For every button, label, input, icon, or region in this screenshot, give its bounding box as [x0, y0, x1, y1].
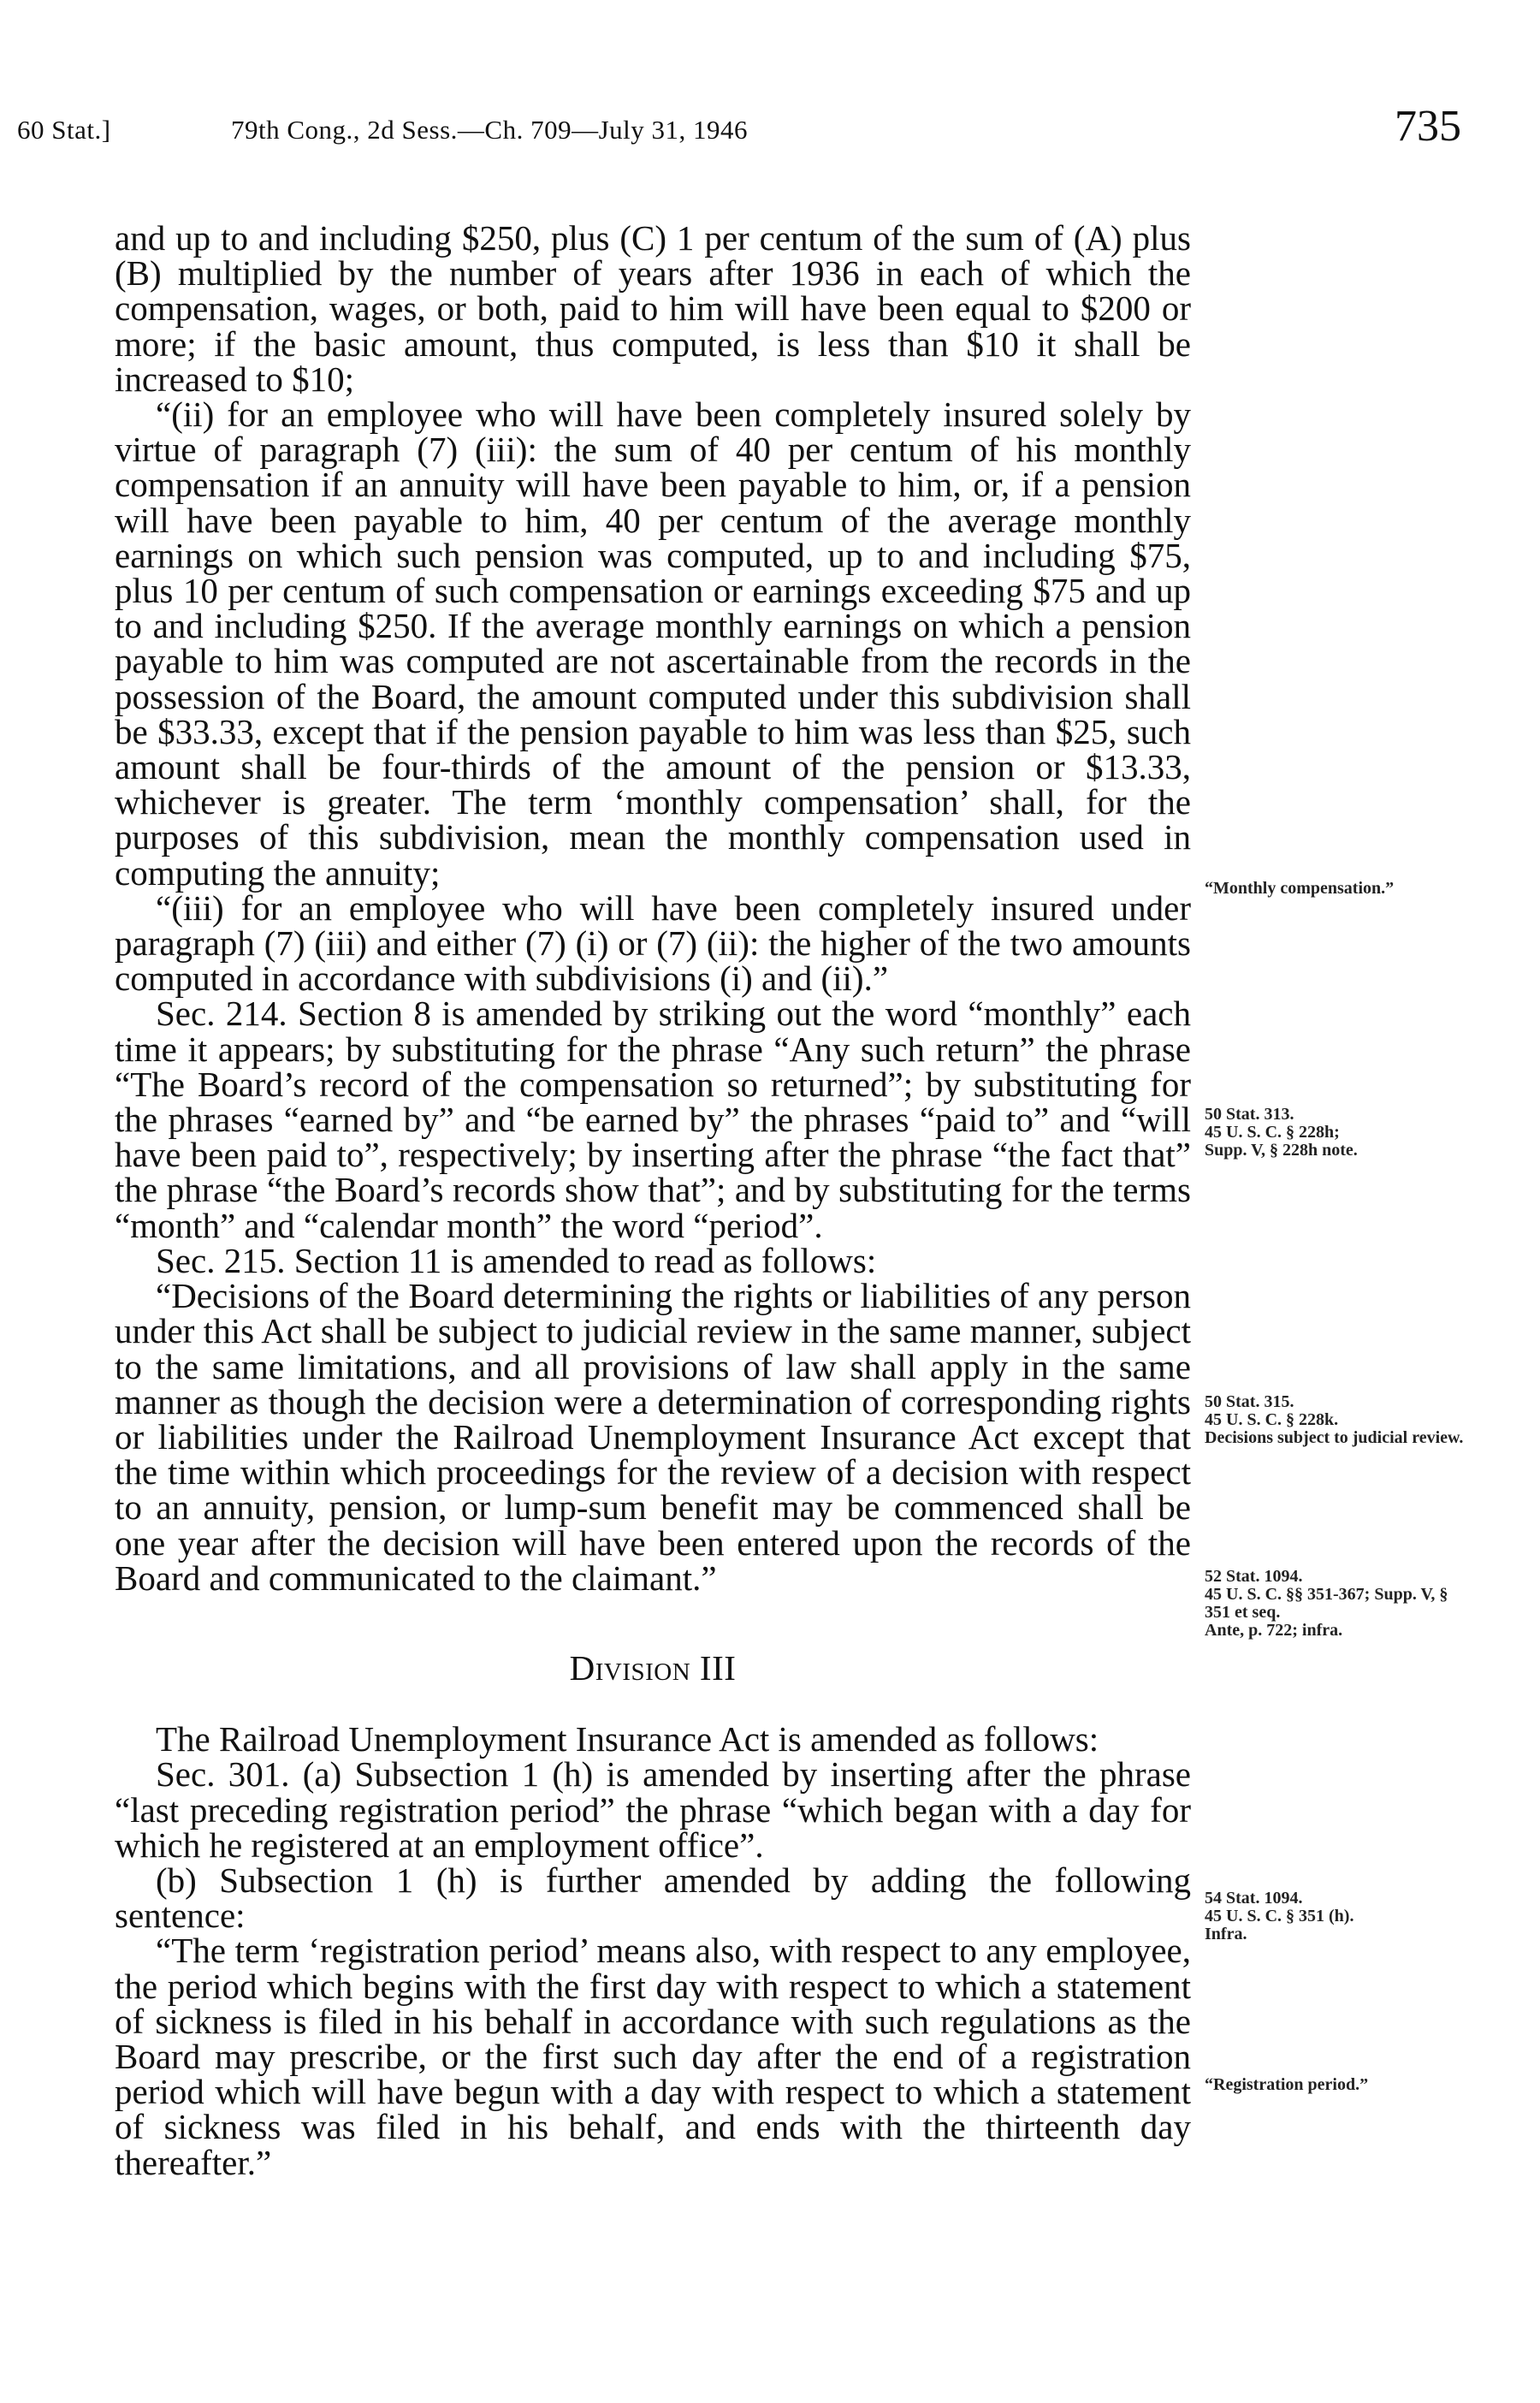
statute-body — [115, 218, 1191, 2182]
paragraph: The Railroad Unemployment Insurance Act is amended as follows: — [156, 1719, 1099, 1759]
division-heading: Division III — [569, 1647, 737, 1688]
paragraph: “(iii) for an employee who will have been completely insured under paragraph (7) (iii) and either (7) (i) or (7) (ii): the higher of the two amounts computed in accordance with subdivisions (i) and (ii).” — [115, 887, 1191, 999]
margin-note: 52 Stat. 1094. 45 U. S. C. §§ 351-367; Supp. V, § 351 et seq. Ante, p. 722; infra. — [1205, 1567, 1448, 1640]
paragraph: (b) Subsection 1 (h) is further amended by adding the following sentence: — [115, 1860, 1191, 1936]
section-214: Sec. 214. Section 8 is amended by striking out the word “monthly” each time it appears; by substituting for the phrase “Any such return” the phrase “The Board’s record of the compensation so returned”; by substituting for the phrases “earned by” and “be earned by” the phrases “paid to” and “will have been paid to”, respectively; by inserting after the phrase “the fact that” the phrase “the Board’s records show that”; and by substituting for the terms “month” and “calendar month” the word “period”. — [115, 994, 1191, 1245]
margin-note: 50 Stat. 315. 45 U. S. C. § 228k. Decisions subject to judicial review. — [1205, 1392, 1464, 1447]
section-301: Sec. 301. (a) Subsection 1 (h) is amended by inserting after the phrase “last preceding registration period” the phrase “which began with a day for which he registered at an employment office”. — [115, 1754, 1191, 1865]
margin-note: “Registration period.” — [1205, 2075, 1369, 2094]
page-header — [0, 0, 1540, 151]
margin-note: 54 Stat. 1094. 45 U. S. C. § 351 (h). Infra. — [1205, 1889, 1354, 1943]
quoted-section-11: “Decisions of the Board determining the rights or liabilities of any person under this Act shall be subject to judicial review in the same manner, subject to the same limitations, and all provisions of law shall apply in the same manner as though the decision were a determination of corresponding rights or liabilities under the Railroad Unemployment Insurance Act except that the time within which proceedings for the review of a decision with respect to an annuity, pension, or lump-sum benefit may be commenced shall be one year after the decision will have been entered upon the records of the Board and communicated to the claimant.” — [115, 1276, 1191, 1598]
quoted-registration-period: “The term ‘registration period’ means also, with respect to any employee, the period which begins with the first day with respect to which a statement of sickness is filed in his behalf in accordance with such regulations as the Board may prescribe, or the first such day after the end of a registration period which will have begun with a day with respect to which a statement of sickness was filed in his behalf, and ends with the thirteenth day thereafter.” — [115, 1931, 1191, 2182]
paragraph: and up to and including $250, plus (C) 1 per centum of the sum of (A) plus (B) multiplied by the number of years after 1936 in each of which the compensation, wages, or both, paid to him will have been equal to $200 or more; if the basic amount, thus computed, is less than $10 it shall be increased to $10; — [115, 218, 1191, 399]
page-number: 735 — [1395, 102, 1461, 151]
statute-volume: 60 Stat.] — [17, 115, 111, 145]
section-215: Sec. 215. Section 11 is amended to read as follows: — [156, 1240, 877, 1280]
paragraph: “(ii) for an employee who will have been completely insured solely by virtue of paragraph (7) (iii): the sum of 40 per centum of his monthly compensation if an annuity will have been payable to him, or, if a pension will have been payable to him, 40 per centum of the average monthly earnings on which such pension was computed, up to and including $75, plus 10 per centum of such compensation or earnings exceeding $75 and up to and including $250. If the average monthly earnings on which a pension payable to him was computed are not ascertainable from the records in the possession of the Board, the amount computed under this subdivision shall be $33.33, except that if the pension payable to him was less than $25, such amount shall be four-thirds of the amount of the pension or $13.33, whichever is greater. The term ‘monthly compensation’ shall, for the purposes of this subdivision, mean the monthly compensation used in computing the annuity; — [115, 395, 1191, 893]
margin-note: 50 Stat. 313. 45 U. S. C. § 228h; Supp. V, § 228h note. — [1205, 1105, 1358, 1160]
running-head: 79th Cong., 2d Sess.—Ch. 709—July 31, 1946 — [231, 115, 749, 145]
margin-note: “Monthly compensation.” — [1205, 879, 1395, 898]
